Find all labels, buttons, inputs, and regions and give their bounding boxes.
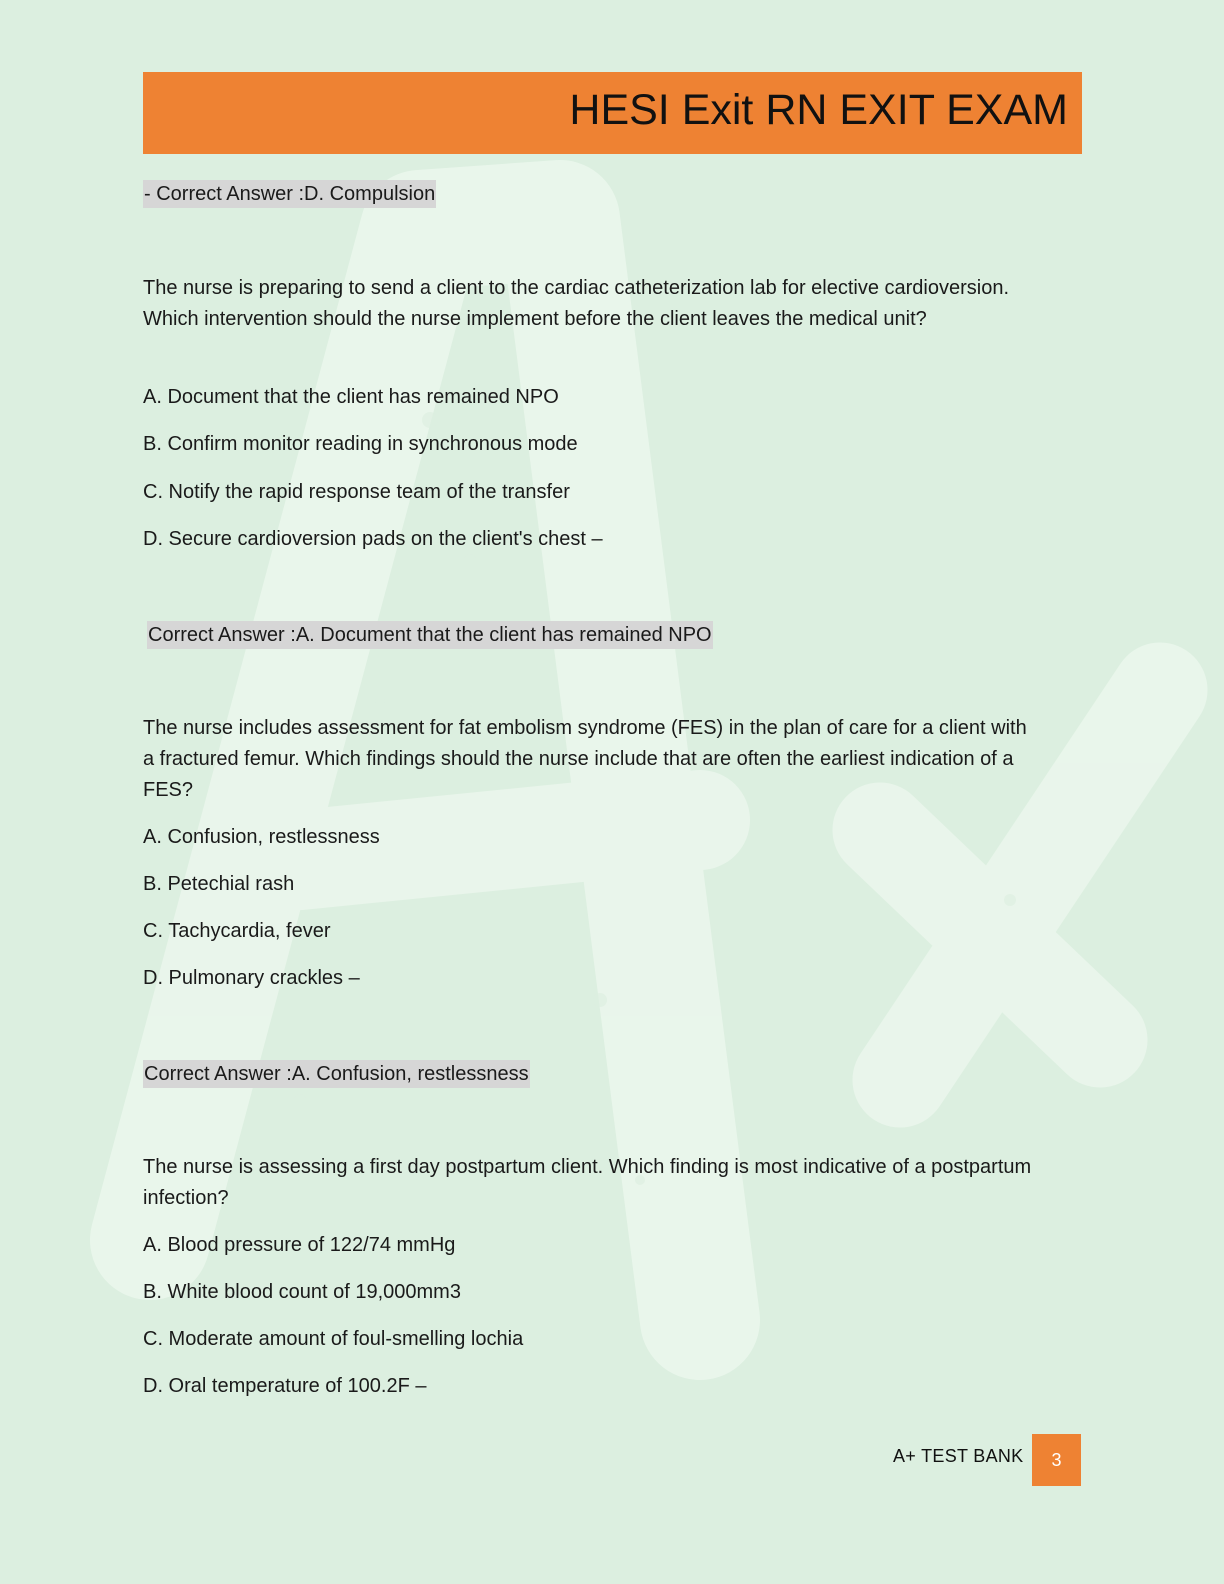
question-3: The nurse is assessing a first day postpartum client. Which finding is most indicative of a postpartum infection? [143, 1156, 1032, 1209]
question-1: The nurse is preparing to send a client to the cardiac catheterization lab for elective cardioversion. Which intervention should the nurse implement before the client leaves the medical unit? [143, 277, 1010, 330]
q1-option-b: B. Confirm monitor reading in synchronous mode [143, 433, 578, 455]
q1-option-d: D. Secure cardioversion pads on the client's chest – [143, 528, 603, 550]
q3-option-c: C. Moderate amount of foul-smelling lochia [143, 1328, 524, 1350]
q3-option-b: B. White blood count of 19,000mm3 [143, 1281, 461, 1303]
question-2: The nurse includes assessment for fat embolism syndrome (FES) in the plan of care for a client with a fractured femur. Which findings should the nurse include that are often the earliest indication of a FES? [143, 717, 1027, 801]
q2-correct-answer: Correct Answer :A. Confusion, restlessness [143, 1060, 530, 1088]
q1-option-c: C. Notify the rapid response team of the transfer [143, 481, 570, 503]
page-title: HESI Exit RN EXIT EXAM [569, 86, 1068, 134]
q1-correct-answer: Correct Answer :A. Document that the client has remained NPO [147, 621, 713, 649]
q2-option-c: C. Tachycardia, fever [143, 920, 331, 942]
q2-option-b: B. Petechial rash [143, 873, 295, 895]
q2-option-a: A. Confusion, restlessness [143, 826, 380, 848]
correct-answer-prev: - Correct Answer :D. Compulsion [143, 180, 436, 208]
q3-option-d: D. Oral temperature of 100.2F – [143, 1375, 427, 1397]
q1-option-a: A. Document that the client has remained NPO [143, 386, 559, 408]
q2-option-d: D. Pulmonary crackles – [143, 967, 360, 989]
footer-label: A+ TEST BANK [893, 1446, 1024, 1466]
header-banner [143, 72, 1082, 154]
page-number-badge: 3 [1032, 1434, 1081, 1486]
q3-option-a: A. Blood pressure of 122/74 mmHg [143, 1234, 456, 1256]
